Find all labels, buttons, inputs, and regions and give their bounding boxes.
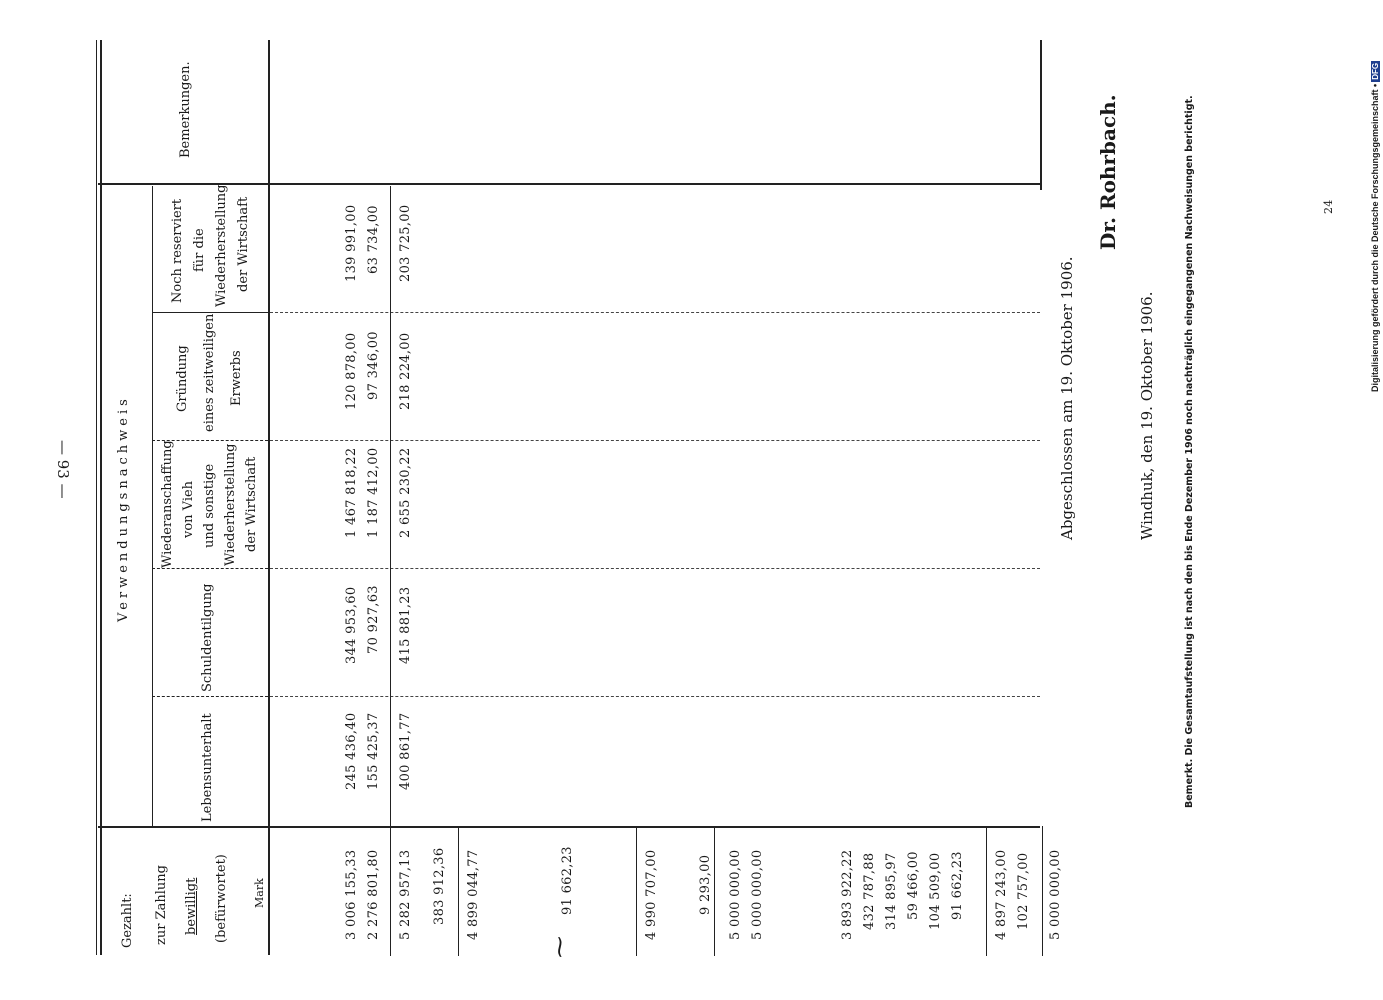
header-verwendungsnachweis: Verwendungsnachweis [116, 395, 131, 622]
header-wiederanschaffung-2: von Vieh [181, 480, 196, 538]
header-gezahlt: Gezahlt: [120, 893, 135, 948]
left-value: 5 282 957,13 [398, 849, 413, 940]
left-sum-rule-2 [458, 826, 459, 956]
left-sum-rule-5 [986, 826, 987, 956]
cell-gruendung-total: 218 224,00 [398, 332, 413, 410]
cell-reserviert-total: 203 725,00 [398, 204, 413, 282]
header-befuerwortet: (befürwortet) [214, 854, 229, 943]
header-wiederanschaffung-1: Wiederanschaffung [160, 440, 175, 568]
header-gruendung-3: Erwerbs [229, 350, 244, 406]
header-mark-unit: Mark [253, 878, 266, 908]
left-value: 104 509,00 [928, 852, 943, 930]
left-value: 314 895,97 [884, 852, 899, 930]
header-reserviert-2: für die [192, 228, 207, 272]
left-value: 102 757,00 [1016, 852, 1031, 930]
watermark [1370, 61, 1380, 392]
cell-wiederanschaffung-1: 1 467 818,22 [344, 447, 359, 538]
left-value: 2 276 801,80 [366, 849, 381, 940]
header-lebensunterhalt: Lebensunterhalt [200, 713, 215, 822]
header-reserviert-4: der Wirtschaft [236, 196, 251, 292]
left-value: 383 912,36 [432, 847, 447, 925]
left-value: 9 293,00 [698, 854, 713, 915]
signature: Dr. Rohrbach. [1096, 94, 1120, 250]
bemerkung-note: Bemerkt. Die Gesamtaufstellung ist nach den bis Ende Dezember 1906 noch nachträglich eingegangenen Nachweisungen berichtigt. [1184, 95, 1195, 808]
cell-gruendung-2: 97 346,00 [366, 331, 381, 400]
table-frame-left-inner [100, 40, 102, 955]
page-number: — 93 — [54, 440, 72, 499]
header-bottom-rule [268, 40, 270, 955]
cell-gruendung-1: 120 878,00 [344, 332, 359, 410]
cell-lebensunterhalt-total: 400 861,77 [398, 712, 413, 790]
col-sep-4 [270, 312, 1040, 313]
header-gruendung-1: Gründung [175, 345, 190, 412]
col-sep-1 [270, 696, 1040, 697]
left-value: 59 466,00 [906, 851, 921, 920]
header-reserviert-1: Noch reserviert [170, 198, 185, 303]
watermark-text: Digitalisierung gefördert durch die Deutsche Forschungsgemeinschaft • [1370, 83, 1380, 392]
header-wiederanschaffung-4: Wiederherstellung [223, 443, 238, 566]
left-sum-rule-4 [714, 826, 715, 956]
cell-wiederanschaffung-2: 1 187 412,00 [366, 447, 381, 538]
header-wiederanschaffung-3: und sonstige [202, 463, 217, 548]
abgeschlossen-text: Abgeschlossen am 19. Oktober 1906. [1058, 256, 1076, 540]
left-value: 5 000 000,00 [750, 849, 765, 940]
col-sep-2 [270, 568, 1040, 569]
cell-schuldentilgung-1: 344 953,60 [344, 586, 359, 664]
left-value: 4 897 243,00 [994, 849, 1009, 940]
header-zur-zahlung: zur Zahlung [154, 865, 169, 945]
cell-reserviert-2: 63 734,00 [366, 205, 381, 274]
totals-rule [390, 186, 391, 826]
bemerkungen-rule [98, 183, 1040, 185]
cell-wiederanschaffung-total: 2 655 230,22 [398, 447, 413, 538]
right-end-rule [1040, 40, 1042, 190]
header-gruendung-2: eines zeitweiligen [202, 313, 217, 432]
col-sep-header-3 [152, 568, 268, 569]
left-sum-rule-6 [1042, 826, 1043, 956]
cell-lebensunterhalt-2: 155 425,37 [366, 712, 381, 790]
left-sum-rule-3 [636, 826, 637, 956]
left-value: 4 899 044,77 [466, 849, 481, 940]
left-value: 5 000 000,00 [728, 849, 743, 940]
header-schuldentilgung: Schuldentilgung [200, 583, 215, 692]
cell-schuldentilgung-total: 415 881,23 [398, 586, 413, 664]
cell-lebensunterhalt-1: 245 436,40 [344, 712, 359, 790]
folio-number: 24 [1322, 199, 1335, 214]
header-bemerkungen: Bemerkungen. [178, 61, 193, 158]
left-value: 432 787,88 [862, 852, 877, 930]
col-sep-header-2 [152, 696, 268, 697]
left-value: 4 990 707,00 [644, 849, 659, 940]
left-column-rule [98, 826, 1040, 828]
left-value: 3 006 155,33 [344, 849, 359, 940]
left-value: 91 662,23 [560, 846, 575, 915]
left-value: 5 000 000,00 [1048, 849, 1063, 940]
table-frame-left [96, 40, 97, 955]
left-value: 91 662,23 [950, 851, 965, 920]
place-date-text: Windhuk, den 19. Oktober 1906. [1138, 291, 1156, 540]
header-reserviert-3: Wiederherstellung [214, 184, 229, 307]
header-bewilligt: bewilligt [184, 877, 199, 935]
bracket-icon: ⁓ [548, 936, 573, 958]
cell-schuldentilgung-2: 70 927,63 [366, 585, 381, 654]
left-value: 3 893 922,22 [840, 849, 855, 940]
header-wiederanschaffung-5: der Wirtschaft [244, 456, 259, 552]
col-sep-3 [270, 440, 1040, 441]
dfg-logo-icon: DFG [1371, 62, 1380, 80]
left-sum-rule-1 [390, 826, 391, 956]
group-title-underline [152, 186, 153, 826]
cell-reserviert-1: 139 991,00 [344, 204, 359, 282]
